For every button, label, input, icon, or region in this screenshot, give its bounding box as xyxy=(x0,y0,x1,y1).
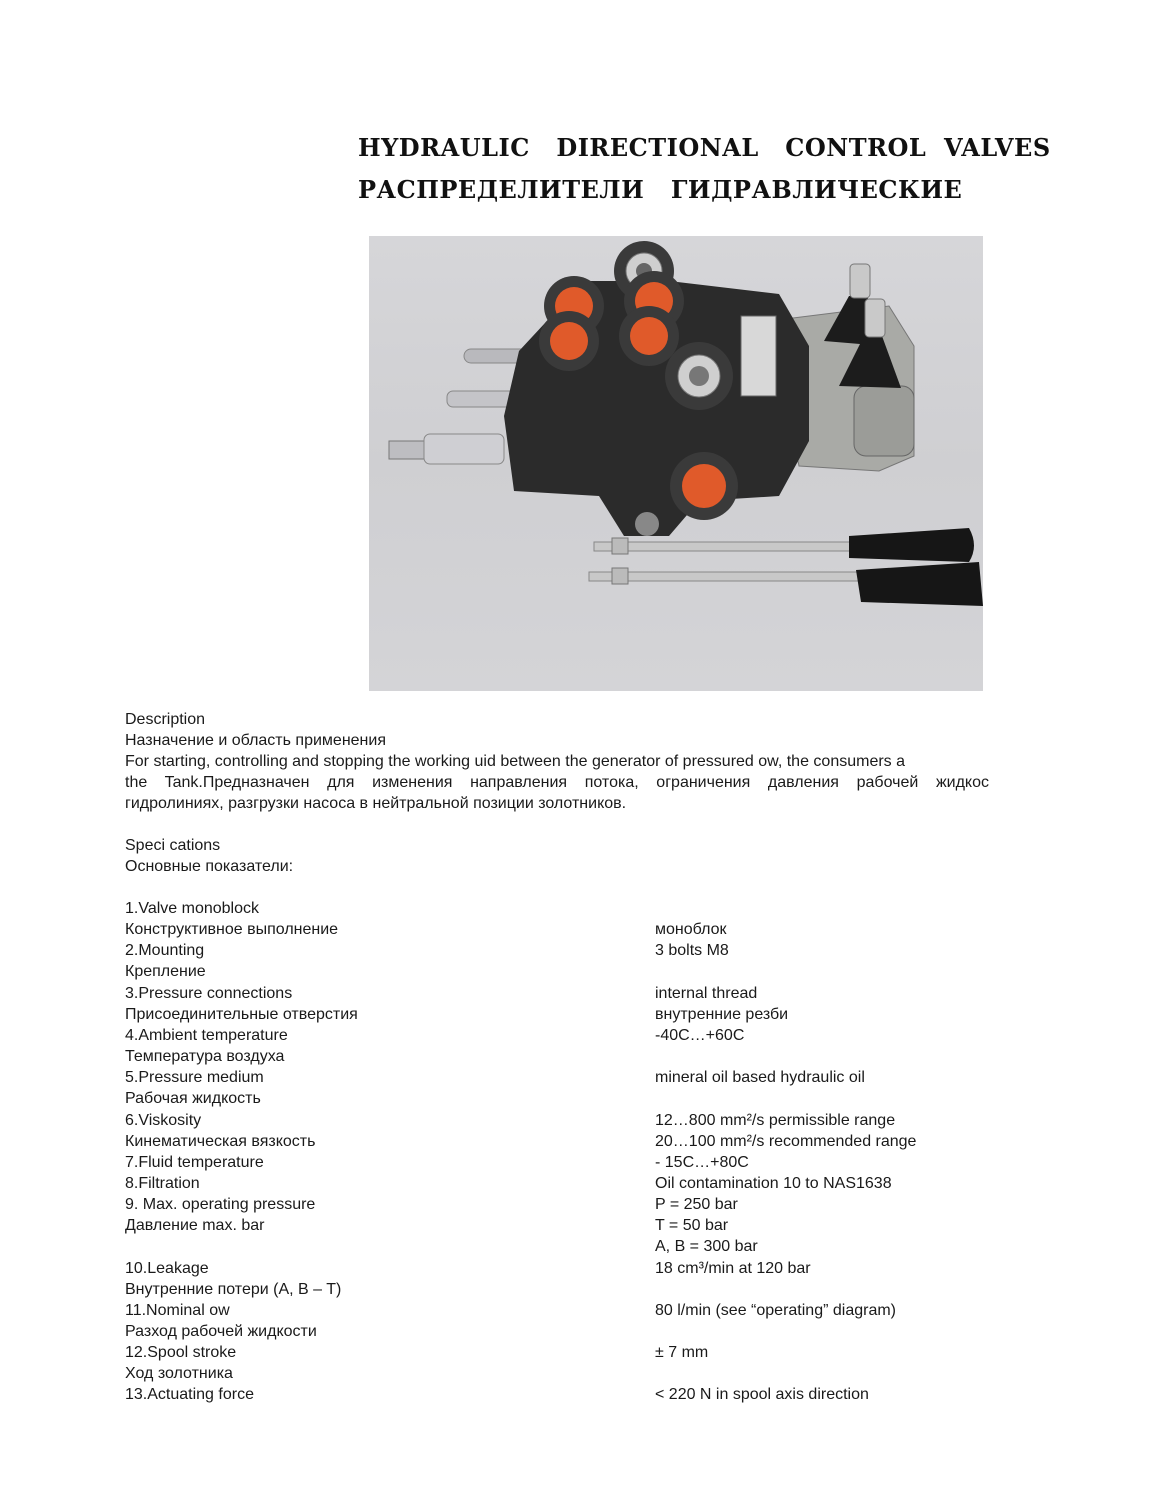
spec-right-row: 12…800 mm²/s permissible range xyxy=(655,1111,896,1129)
spec-left-row: 5.Pressure medium xyxy=(125,1069,264,1087)
specifications-heading-block xyxy=(125,835,293,877)
description-line-2: the Tank.Предназначен для изменения направления потока, ограничения давления рабочей жидкос xyxy=(125,774,989,791)
description-line-3: гидролиниях, разгрузки насоса в нейтральной позиции золотников. xyxy=(125,795,627,812)
description-section xyxy=(125,709,989,814)
spec-left-row: 7.Fluid temperature xyxy=(125,1153,264,1171)
spec-right-row: Oil contamination 10 to NAS1638 xyxy=(655,1174,892,1192)
spec-left-row: 10.Leakage xyxy=(125,1259,209,1277)
spec-left-row: 3.Pressure connections xyxy=(125,984,293,1002)
spec-left-row: Конструктивное выполнение xyxy=(125,921,339,939)
hydraulic-valve-photo-icon xyxy=(369,236,983,691)
spec-left-row: 9. Max. operating pressure xyxy=(125,1196,316,1214)
specifications-heading-en: Speci cations xyxy=(125,837,221,854)
spec-right-row: - 15C…+80C xyxy=(655,1153,749,1171)
title-russian: РАСПРЕДЕЛИТЕЛИ ГИДРАВЛИЧЕСКИЕ xyxy=(358,175,963,204)
spec-left-row: 12.Spool stroke xyxy=(125,1344,237,1362)
specifications-heading-ru: Основные показатели: xyxy=(125,858,294,875)
spec-left-row: 13.Actuating force xyxy=(125,1386,254,1404)
spec-left-row: Крепление xyxy=(125,963,206,981)
spec-right-row: моноблок xyxy=(655,921,727,939)
spec-left-row: Внутренние потери (A, B – T) xyxy=(125,1280,342,1298)
spec-right-row: внутренние резби xyxy=(655,1005,789,1023)
title-english: HYDRAULIC DIRECTIONAL CONTROL VALVES xyxy=(358,133,1051,162)
description-heading-en: Description xyxy=(125,711,206,728)
spec-right-row: 20…100 mm²/s recommended range xyxy=(655,1132,917,1150)
spec-right-row: internal thread xyxy=(655,984,758,1002)
spec-left-row: 8.Filtration xyxy=(125,1174,200,1192)
spec-right-row: 80 l/min (see “operating” diagram) xyxy=(655,1301,896,1319)
spec-left-row: Разход рабочей жидкости xyxy=(125,1323,317,1340)
spec-left-row: Присоединительные отверстия xyxy=(125,1005,358,1023)
spec-left-row: Давление max. bar xyxy=(125,1217,265,1235)
spec-left-row: Температура воздуха xyxy=(125,1048,285,1066)
spec-right-row: P = 250 bar xyxy=(655,1196,738,1214)
spec-left-row: 2.Mounting xyxy=(125,942,205,960)
description-heading-ru: Назначение и область применения xyxy=(125,732,386,749)
spec-left-row: Ход золотника xyxy=(125,1365,233,1383)
spec-right-row: A, B = 300 bar xyxy=(655,1238,758,1256)
spec-right-row: -40C…+60C xyxy=(655,1026,745,1044)
spec-right-row: < 220 N in spool axis direction xyxy=(655,1386,869,1404)
spec-right-row: T = 50 bar xyxy=(655,1217,729,1235)
description-line-1: For starting, controlling and stopping the working uid between the generator of pressured ow, the consumers a xyxy=(125,753,906,770)
spec-right-row: mineral oil based hydraulic oil xyxy=(655,1069,865,1087)
spec-right-row: 3 bolts M8 xyxy=(655,942,729,960)
spec-right-row: 18 cm³/min at 120 bar xyxy=(655,1259,811,1277)
spec-left-row: 1.Valve monoblock xyxy=(125,900,259,917)
spec-left-row: Рабочая жидкость xyxy=(125,1090,261,1108)
spec-right-row: ± 7 mm xyxy=(655,1344,709,1362)
spec-left-row: 6.Viskosity xyxy=(125,1111,202,1129)
spec-left-row: Кинематическая вязкость xyxy=(125,1132,316,1150)
spec-left-row: 4.Ambient temperature xyxy=(125,1026,288,1044)
spec-left-row: 11.Nominal ow xyxy=(125,1301,230,1319)
